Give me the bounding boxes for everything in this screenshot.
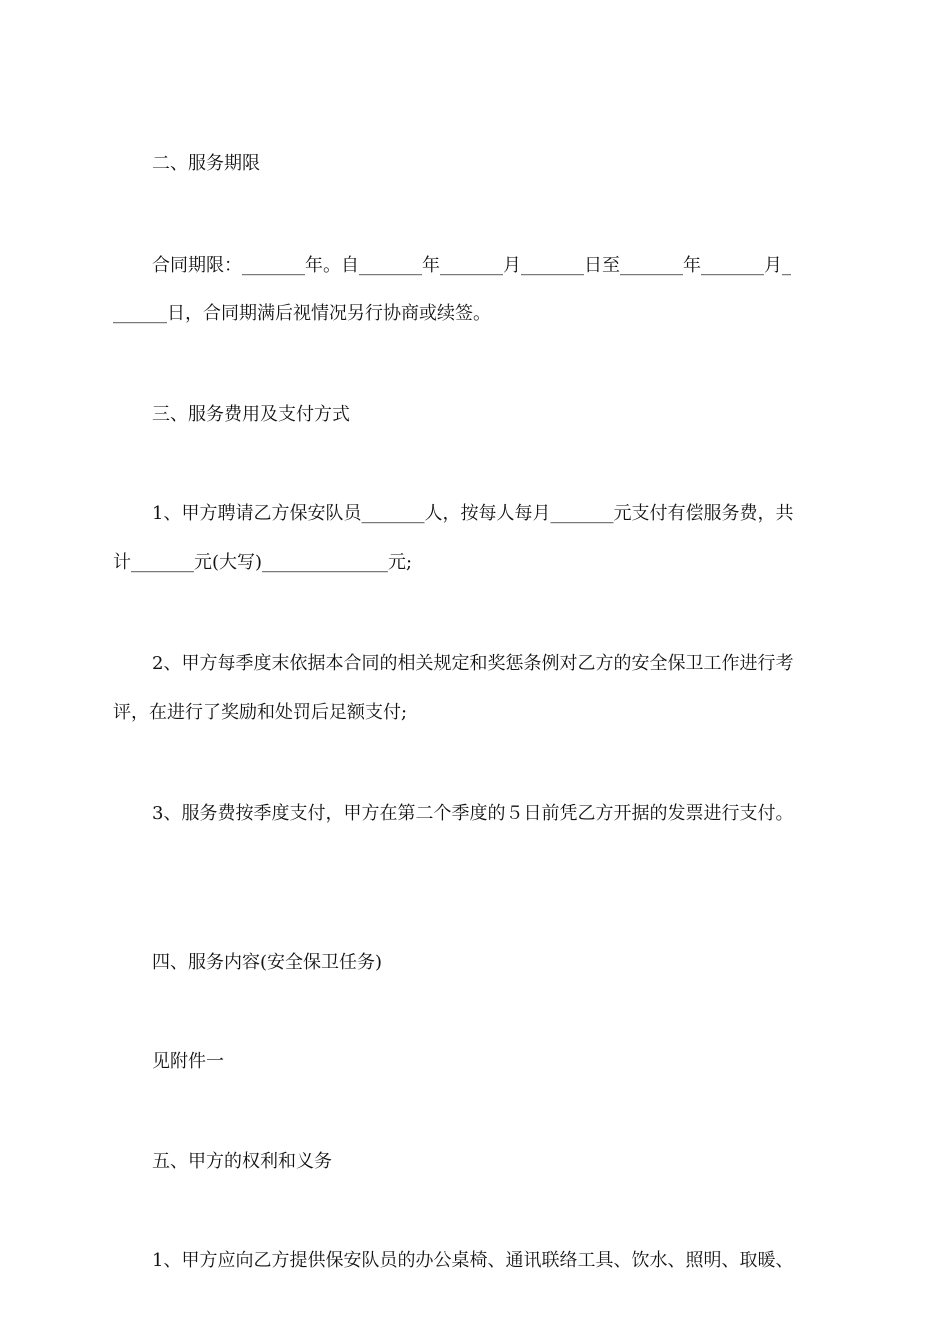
party-a-item-1-line-1: 1、甲方应向乙方提供保安队员的办公桌椅、通讯联络工具、饮水、照明、取暖、 (152, 1250, 794, 1271)
fee-item-2-line-2: 评，在进行了奖励和处罚后足额支付; (113, 702, 408, 723)
section-heading-service-term: 二、服务期限 (152, 153, 260, 174)
contract-term-line-2: ______日，合同期满后视情况另行协商或续签。 (113, 303, 491, 324)
section-heading-service-content: 四、服务内容(安全保卫任务) (152, 952, 383, 973)
contract-term-line-1: 合同期限：_______年。自_______年_______月_______日至_______年_______月_ (152, 255, 791, 276)
service-content-text: 见附件一 (152, 1051, 224, 1072)
fee-item-3: 3、服务费按季度支付，甲方在第二个季度的５日前凭乙方开据的发票进行支付。 (152, 803, 794, 824)
fee-item-1-line-1: 1、甲方聘请乙方保安队员_______人，按每人每月_______元支付有偿服务费，共 (152, 503, 794, 524)
section-heading-party-a-rights: 五、甲方的权利和义务 (152, 1151, 332, 1172)
section-heading-fees-payment: 三、服务费用及支付方式 (152, 404, 350, 425)
fee-item-2-line-1: 2、甲方每季度末依据本合同的相关规定和奖惩条例对乙方的安全保卫工作进行考 (152, 653, 794, 674)
fee-item-1-line-2: 计_______元(大写)______________元; (113, 552, 413, 573)
